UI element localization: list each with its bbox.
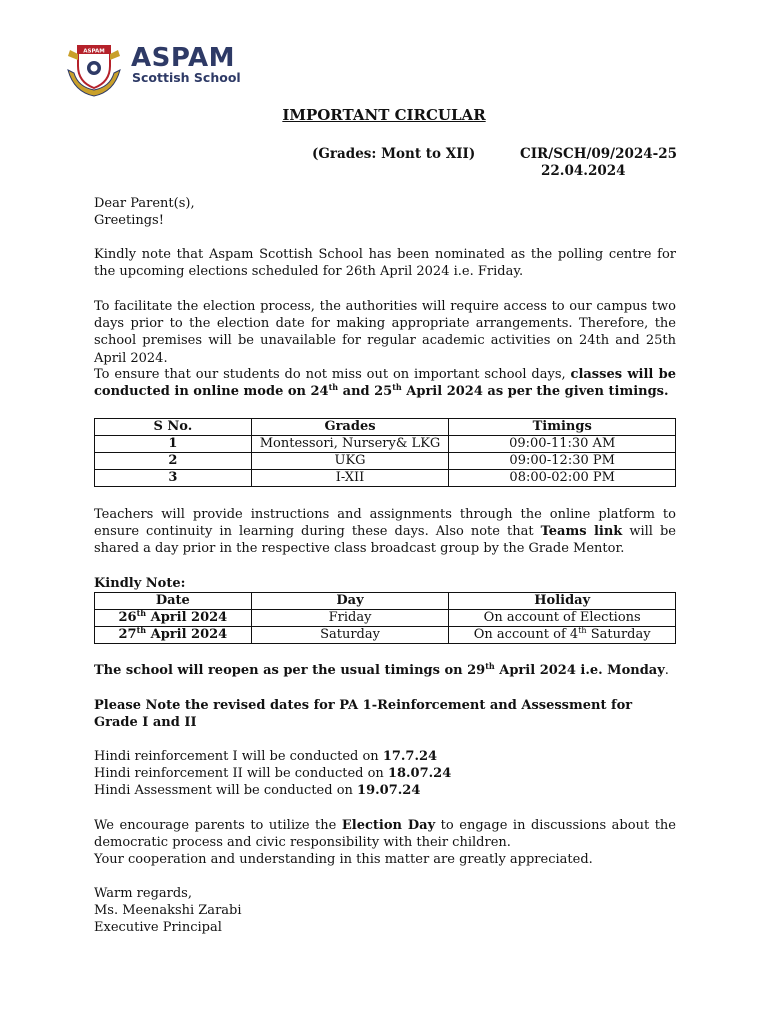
- circular-title: IMPORTANT CIRCULAR: [282, 106, 486, 124]
- header-date: Date: [95, 593, 252, 610]
- table-row: [95, 627, 676, 644]
- schedule-item: Hindi Assessment will be conducted on 19.07.24: [94, 783, 421, 798]
- cell-sno: 1: [95, 436, 252, 453]
- paragraph-appreciation: Your cooperation and understanding in this matter are greatly appreciated.: [94, 852, 593, 867]
- header-day: Day: [251, 593, 449, 610]
- cell-day: Friday: [251, 610, 449, 627]
- cell-sno: 3: [95, 470, 252, 487]
- revised-dates-note: Please Note the revised dates for PA 1-Reinforcement and Assessment for Grade I and II: [94, 698, 633, 731]
- brand-name: ASPAM: [131, 43, 236, 73]
- table-row: [95, 453, 676, 470]
- cell-date: 27th April 2024: [95, 627, 252, 644]
- paragraph-campus-access: To facilitate the election process, the authorities will require access to our campus two days prior to the election date for making appropriate arrangements. Therefore, the school premises will be unavailable for regular academic activities on 24th and 25th April 2024.: [94, 299, 676, 366]
- signoff-regards: Warm regards,: [94, 886, 192, 901]
- reference-number: CIR/SCH/09/2024-25: [520, 146, 678, 162]
- reopen-notice: The school will reopen as per the usual timings on 29th April 2024 i.e. Monday.: [94, 661, 669, 678]
- cell-grades: Montessori, Nursery& LKG: [251, 436, 449, 453]
- header-grades: Grades: [251, 419, 449, 436]
- holiday-table: [94, 592, 676, 644]
- signoff-role: Executive Principal: [94, 920, 222, 935]
- school-crest-icon: [64, 40, 124, 98]
- cell-grades: I-XII: [251, 470, 449, 487]
- school-logo: [64, 40, 124, 98]
- paragraph-polling-centre: Kindly note that Aspam Scottish School has been nominated as the polling centre for the upcoming elections scheduled for 26th April 2024 i.e. Friday.: [94, 247, 676, 280]
- cell-grades: UKG: [251, 453, 449, 470]
- cell-timings: 09:00-12:30 PM: [449, 453, 676, 470]
- crest-text: ASPAM: [83, 48, 105, 55]
- table-header-row: [95, 419, 676, 436]
- header-sno: S No.: [95, 419, 252, 436]
- circular-date: 22.04.2024: [541, 163, 626, 179]
- cell-timings: 09:00-11:30 AM: [449, 436, 676, 453]
- table-header-row: [95, 593, 676, 610]
- paragraph-election-day: We encourage parents to utilize the Election Day to engage in discussions about the democratic process and civic responsibility with their children.: [94, 818, 676, 851]
- cell-sno: 2: [95, 453, 252, 470]
- paragraph-online-classes: To ensure that our students do not miss out on important school days, classes will be conducted in online mode on 24th and 25th April 2024 as per the given timings.: [94, 367, 676, 400]
- header-holiday: Holiday: [449, 593, 676, 610]
- salutation: Dear Parent(s),: [94, 196, 195, 211]
- timings-table: [94, 418, 676, 487]
- grades-line: (Grades: Mont to XII): [312, 146, 476, 162]
- signoff-name: Ms. Meenakshi Zarabi: [94, 903, 242, 918]
- brand-subtitle: Scottish School: [132, 70, 241, 85]
- greeting: Greetings!: [94, 213, 164, 228]
- schedule-item: Hindi reinforcement I will be conducted on 17.7.24: [94, 749, 438, 764]
- cell-day: Saturday: [251, 627, 449, 644]
- cell-holiday: On account of 4th Saturday: [449, 627, 676, 644]
- header-timings: Timings: [449, 419, 676, 436]
- table-row: [95, 436, 676, 453]
- cell-timings: 08:00-02:00 PM: [449, 470, 676, 487]
- cell-date: 26th April 2024: [95, 610, 252, 627]
- table-row: [95, 470, 676, 487]
- table-row: [95, 610, 676, 627]
- kindly-note-heading: Kindly Note:: [94, 576, 186, 591]
- paragraph-teachers: Teachers will provide instructions and assignments through the online platform to ensure continuity in learning during these days. Also note that Teams link will be shared a day prior in the respective class broadcast group by the Grade Mentor.: [94, 507, 676, 557]
- cell-holiday: On account of Elections: [449, 610, 676, 627]
- schedule-item: Hindi reinforcement II will be conducted on 18.07.24: [94, 766, 452, 781]
